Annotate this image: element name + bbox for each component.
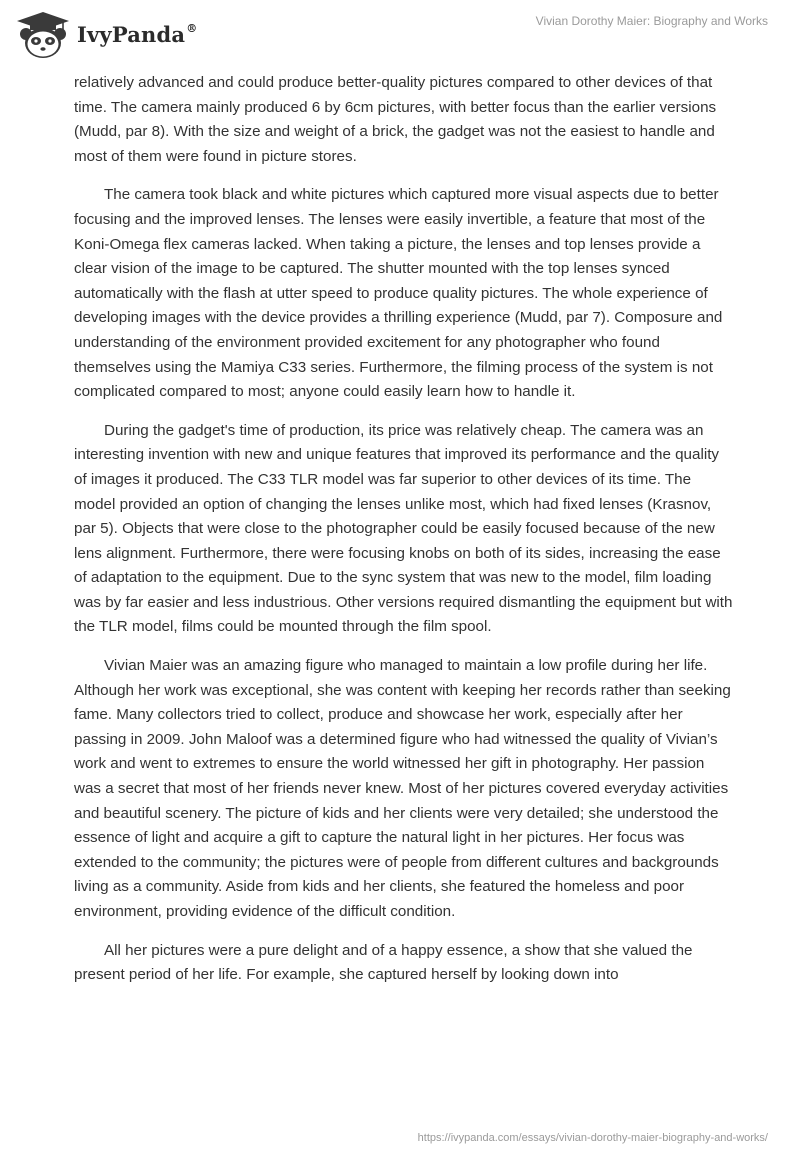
brand-name[interactable]: IvyPanda® <box>77 22 198 47</box>
panda-logo-icon <box>14 10 72 60</box>
page-header <box>0 0 800 68</box>
paragraph: During the gadget's time of production, its price was relatively cheap. The camera was an interesting invention with new and unique features that improved its performance and the quality of images it produced. The C33 TLR model was far superior to other devices of its time. The model provided an option of changing the lenses unlike most, which had fixed lenses (Krasnov, par 5). Objects that were close to the photographer could be easily focused because of the new lens alignment. Furthermore, there were focusing knobs on both of its sides, increasing the ease of adaptation to the equipment. Due to the sync system that was new to the model, film loading was by far easier and less industrious. Other versions required dismantling the equipment but with the TLR model, films could be mounted through the film spool. <box>74 421 733 636</box>
paragraph: Vivian Maier was an amazing figure who managed to maintain a low profile during her life. Although her work was exceptional, she was content with keeping her records rather than seeking fame. Many collectors tried to collect, produce and showcase her work, especially after her passing in 2009. John Maloof was a determined figure who had witnessed the quality of Vivian’s work and went to extremes to ensure the world witnessed her gift in photography. Her passion was a secret that most of her friends never knew. Most of her pictures covered everyday activities and beautiful scenery. The picture of kids and her clients were very detailed; she understood the essence of light and acquire a gift to capture the natural light in her pictures. Her focus was extended to the community; the pictures were of people from different cultures and backgrounds living as a community. Aside from kids and her clients, she featured the homeless and poor environment, providing evidence of the difficult condition. <box>74 657 731 920</box>
document-title: Vivian Dorothy Maier: Biography and Works <box>535 14 768 28</box>
paragraph-continued: relatively advanced and could produce better-quality pictures compared to other devices of that time. The camera mainly produced 6 by 6cm pictures, with better focus than the earlier versions (Mudd, par 8). With the size and weight of a brick, the gadget was not the easiest to handle and most of them were found in picture stores. <box>74 74 717 165</box>
paragraph: The camera took black and white pictures which captured more visual aspects due to better focusing and the improved lenses. The lenses were easily invertible, a feature that most of the Koni-Omega flex cameras lacked. When taking a picture, the lenses and top lenses provide a clear vision of the image to be captured. The shutter mounted with the top lenses synced automatically with the flash at utter speed to produce quality pictures. The whole experience of developing images with the device provides a thrilling experience (Mudd, par 7). Composure and understanding of the environment provided excitement for any photographer who found themselves using the Mamiya C33 series. Furthermore, the filming process of the system is not complicated compared to most; anyone could easily learn how to handle it. <box>74 186 723 401</box>
paragraph: All her pictures were a pure delight and of a happy essence, a show that she valued the present period of her life. For example, she captured herself by looking down into <box>74 941 693 984</box>
essay-body <box>74 71 734 1002</box>
source-url[interactable]: https://ivypanda.com/essays/vivian-dorothy-maier-biography-and-works/ <box>417 1132 768 1144</box>
